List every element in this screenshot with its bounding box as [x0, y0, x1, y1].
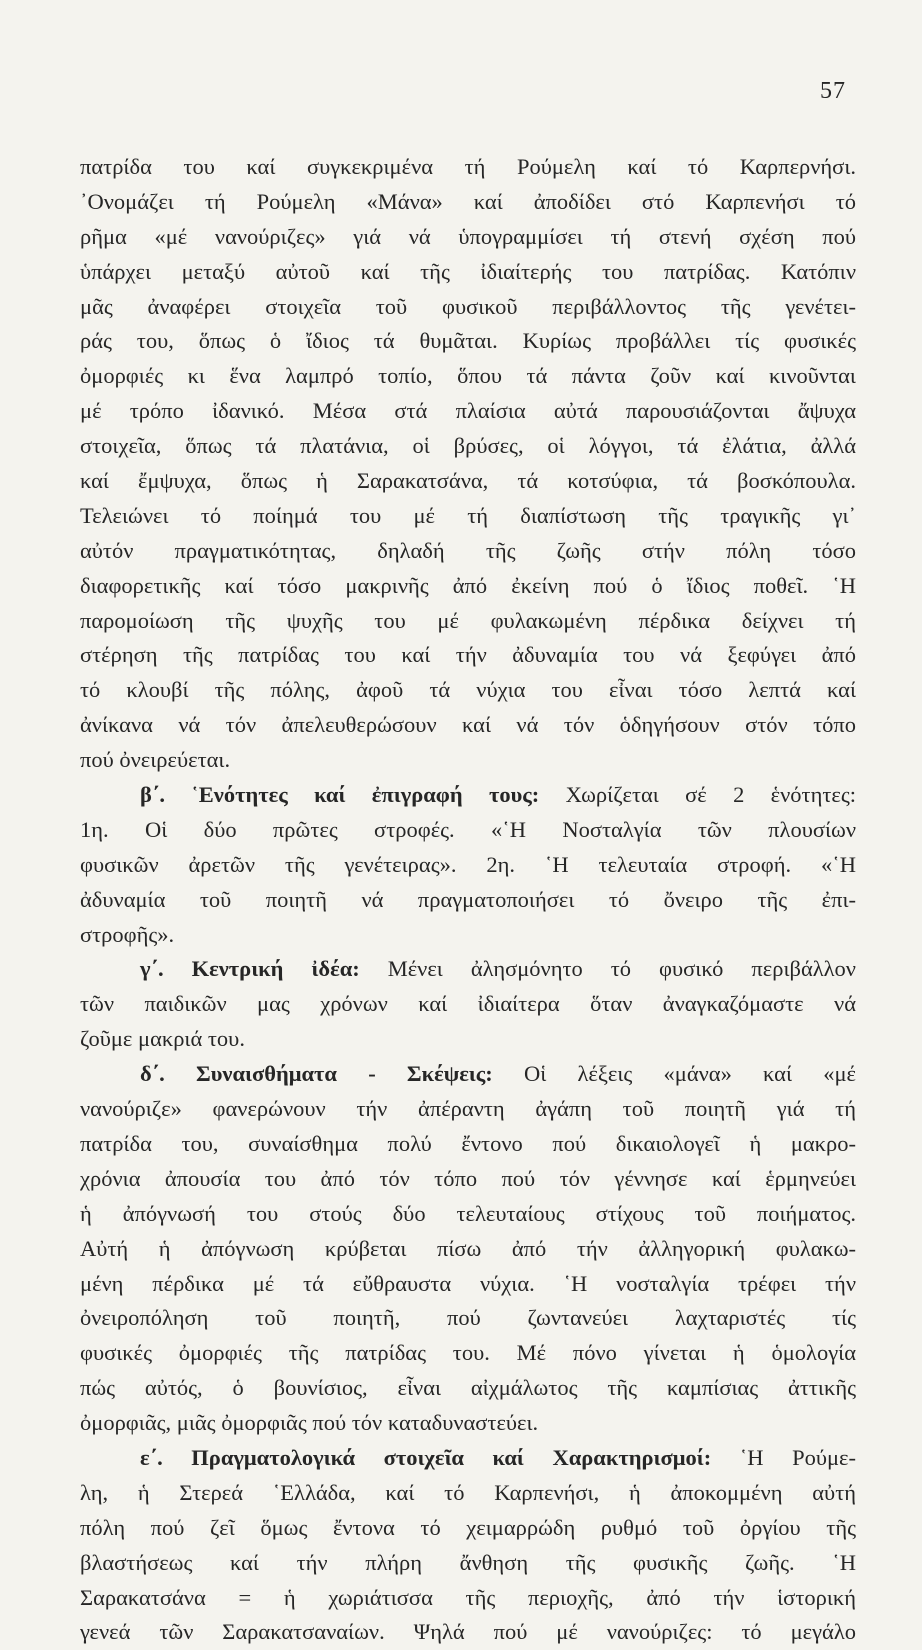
text-line — [80, 918, 856, 953]
text-span: βλαστήσεως καί τήν πλήρη ἄνθηση τῆς φυσικῆς ζωῆς. ῾Η — [80, 1549, 856, 1575]
text-span: ἀνίκανα νά τόν ἀπελευθερώσουν καί νά τόν ὁδηγήσουν στόν τόπο — [80, 712, 856, 738]
text-span: φυσικές ὀμορφιές τῆς πατρίδας του. Μέ πόνο γίνεται ἡ ὁμολογία — [80, 1340, 856, 1366]
text-span: ὑπάρχει μεταξύ αὐτοῦ καί τῆς ἰδιαίτερής του πατρίδας. Κατόπιν — [80, 258, 856, 284]
text-line — [80, 394, 856, 429]
text-span: στροφῆς». — [80, 921, 175, 947]
text-line — [80, 499, 856, 534]
text-line — [80, 255, 856, 290]
text-span: διαφορετικῆς καί τόσο μακρινῆς ἀπό ἐκείνη πού ὁ ἴδιος ποθεῖ. ῾Η — [80, 572, 856, 598]
text-span: ὀμορφιᾶς, μιᾶς ὀμορφιᾶς πού τόν καταδυναστεύει. — [80, 1410, 539, 1436]
text-span: ρῆμα «μέ νανούριζες» γιά νά ὑπογραμμίσει τή στενή σχέση πού — [80, 223, 856, 249]
text-line — [80, 1267, 856, 1302]
text-span: ῾Η Ρούμε- — [711, 1444, 856, 1470]
text-line — [80, 604, 856, 639]
text-span: μέ τρόπο ἰδανικό. Μέσα στά πλαίσια αὐτά παρουσιάζονται ἄψυχα — [80, 398, 856, 424]
section-heading: γ΄. Κεντρική ἰδέα: — [140, 956, 360, 982]
text-span: Τελειώνει τό ποίημά του μέ τή διαπίστωση τῆς τραγικῆς γι᾽ — [80, 502, 856, 528]
text-line — [80, 324, 856, 359]
text-line — [80, 185, 856, 220]
text-span: στέρηση τῆς πατρίδας του καί τήν ἀδυναμία του νά ξεφύγει ἀπό — [80, 642, 856, 668]
text-span: 1η. Οἱ δύο πρῶτες στροφές. «῾Η Νοσταλγία τῶν πλουσίων — [80, 816, 856, 842]
text-line — [80, 569, 856, 604]
text-line — [80, 848, 856, 883]
text-span: ἡ ἀπόγνωσή του στούς δύο τελευταίους στίχους τοῦ ποιήματος. — [80, 1200, 856, 1226]
text-line — [80, 290, 856, 325]
text-span: τό κλουβί τῆς πόλης, ἀφοῦ τά νύχια του εἶναι τόσο λεπτά καί — [80, 677, 856, 703]
text-span: φυσικῶν ἀρετῶν τῆς γενέτειρας». 2η. ῾Η τελευταία στροφή. «῾Η — [80, 851, 856, 877]
section-heading: ε΄. Πραγματολογικά στοιχεῖα καί Χαρακτηρισμοί: — [140, 1444, 712, 1470]
text-line — [80, 220, 856, 255]
text-line — [80, 429, 856, 464]
text-line — [80, 708, 856, 743]
text-line — [80, 1162, 856, 1197]
text-line — [80, 883, 856, 918]
text-line — [80, 1511, 856, 1546]
text-line — [80, 987, 856, 1022]
text-line — [80, 150, 856, 185]
text-span: πώς αὐτός, ὁ βουνίσιος, εἶναι αἰχμάλωτος τῆς καμπίσιας ἀττικῆς — [80, 1375, 856, 1401]
text-line — [80, 1546, 856, 1581]
text-line — [80, 1301, 856, 1336]
text-line — [80, 743, 856, 778]
text-span: πατρίδα του καί συγκεκριμένα τή Ρούμελη καί τό Καρπερνήσι. — [80, 154, 856, 179]
text-line — [80, 1197, 856, 1232]
text-span: πού ὀνειρεύεται. — [80, 747, 231, 773]
text-line — [80, 1615, 856, 1650]
page-number: 57 — [820, 78, 846, 104]
text-span: παρομοίωση τῆς ψυχῆς του μέ φυλακωμένη πέρδικα δείχνει τή — [80, 607, 856, 633]
text-span: νανούριζε» φανερώνουν τήν ἀπέραντη ἀγάπη τοῦ ποιητῆ γιά τή — [80, 1096, 856, 1122]
section-heading-line — [80, 778, 856, 813]
text-span: μᾶς ἀναφέρει στοιχεῖα τοῦ φυσικοῦ περιβάλλοντος τῆς γενέτει- — [80, 293, 856, 319]
text-span: Μένει ἀλησμόνητο τό φυσικό περιβάλλον — [359, 956, 856, 982]
text-span: καί ἔμψυχα, ὅπως ἡ Σαρακατσάνα, τά κοτσύφια, τά βοσκόπουλα. — [80, 468, 856, 494]
text-line — [80, 1371, 856, 1406]
text-line — [80, 1476, 856, 1511]
text-line — [80, 1336, 856, 1371]
body-text — [80, 150, 856, 1650]
section-heading-line — [80, 1441, 856, 1476]
section-heading-line — [80, 1057, 856, 1092]
text-line — [80, 673, 856, 708]
section-heading: δ΄. Συναισθήματα - Σκέψεις: — [140, 1061, 493, 1087]
section-heading-line — [80, 952, 856, 987]
text-span: πόλη πού ζεῖ ὅμως ἔντονα τό χειμαρρώδη ρυθμό τοῦ ὀργίου τῆς — [80, 1514, 856, 1540]
text-span: Οἱ λέξεις «μάνα» καί «μέ — [492, 1061, 856, 1087]
text-span: λη, ἡ Στερεά ῾Ελλάδα, καί τό Καρπενήσι, ἡ ἀποκομμένη αὐτή — [80, 1479, 856, 1505]
text-line — [80, 1406, 856, 1441]
text-span: ὀμορφιές κι ἕνα λαμπρό τοπίο, ὅπου τά πάντα ζοῦν καί κινοῦνται — [80, 363, 856, 389]
text-line — [80, 534, 856, 569]
text-line — [80, 638, 856, 673]
section-heading: β΄. ῾Ενότητες καί ἐπιγραφή τους: — [140, 782, 540, 808]
text-span: Χωρίζεται σέ 2 ἑνότητες: — [539, 782, 856, 808]
text-line — [80, 1022, 856, 1057]
text-line — [80, 1581, 856, 1616]
text-span: Σαρακατσάνα = ἡ χωριάτισσα τῆς περιοχῆς, ἀπό τήν ἱστορική — [80, 1584, 856, 1610]
text-line — [80, 1232, 856, 1267]
text-line — [80, 464, 856, 499]
text-span: ὀνειροπόληση τοῦ ποιητῆ, πού ζωντανεύει λαχταριστές τίς — [80, 1305, 856, 1331]
text-span: Αὐτή ἡ ἀπόγνωση κρύβεται πίσω ἀπό τήν ἀλληγορική φυλακω- — [80, 1235, 856, 1261]
text-span: τῶν παιδικῶν μας χρόνων καί ἰδιαίτερα ὅταν ἀναγκαζόμαστε νά — [80, 991, 856, 1017]
text-span: ζοῦμε μακριά του. — [80, 1026, 245, 1052]
text-line — [80, 1127, 856, 1162]
text-span: πατρίδα του, συναίσθημα πολύ ἔντονο πού δικαιολογεῖ ἡ μακρο- — [80, 1130, 856, 1156]
text-line — [80, 813, 856, 848]
text-line — [80, 359, 856, 394]
text-line — [80, 1092, 856, 1127]
text-span: χρόνια ἀπουσία του ἀπό τόν τόπο πού τόν γέννησε καί ἑρμηνεύει — [80, 1165, 856, 1191]
text-span: ἀδυναμία τοῦ ποιητῆ νά πραγματοποιήσει τό ὄνειρο τῆς ἐπι- — [80, 886, 856, 912]
text-span: γενεά τῶν Σαρακατσαναίων. Ψηλά πού μέ νανούριζες: τό μεγάλο — [80, 1619, 856, 1645]
text-span: στοιχεῖα, ὅπως τά πλατάνια, οἱ βρύσες, οἱ λόγγοι, τά ἐλάτια, ἀλλά — [80, 433, 856, 459]
text-span: αὐτόν πραγματικότητας, δηλαδή τῆς ζωῆς στήν πόλη τόσο — [80, 537, 856, 563]
text-span: μένη πέρδικα μέ τά εὔθραυστα νύχια. ῾Η νοσταλγία τρέφει τήν — [80, 1270, 856, 1296]
text-span: ράς του, ὅπως ὁ ἴδιος τά θυμᾶται. Κυρίως προβάλλει τίς φυσικές — [80, 328, 856, 354]
text-span: ᾽Ονομάζει τή Ρούμελη «Μάνα» καί ἀποδίδει στό Καρπενήσι τό — [80, 188, 856, 214]
